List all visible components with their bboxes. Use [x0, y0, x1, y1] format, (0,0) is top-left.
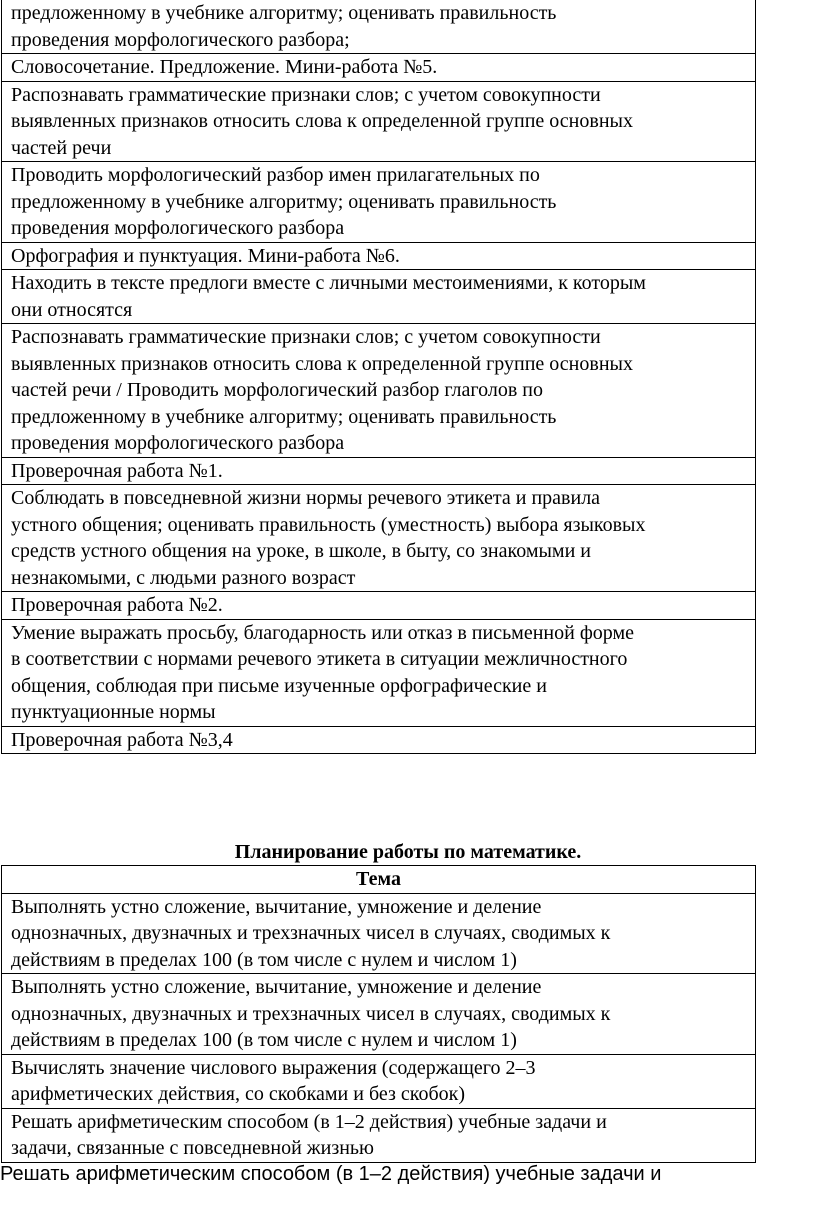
table-cell: Словосочетание. Предложение. Мини-работа №5.: [2, 54, 756, 82]
table-row: [2, 0, 756, 54]
table-row: [2, 485, 756, 592]
trailing-paragraph: Решать арифметическим способом (в 1–2 действия) учебные задачи и: [0, 1163, 662, 1185]
table-cell: Умение выражать просьбу, благодарность или отказ в письменной форме в соответствии с нормами речевого этикета в ситуации межличностного общения, соблюдая при письме изученные орфографические и пунктуационные нормы: [2, 619, 756, 726]
table-row: [2, 324, 756, 458]
column-header-topic: Тема: [2, 866, 756, 894]
table-row: [2, 1054, 756, 1108]
table-row: [2, 619, 756, 726]
table-row: [2, 54, 756, 82]
table-cell: Распознавать грамматические признаки слов; с учетом совокупности выявленных признаков относить слова к определенной группе основных частей речи: [2, 81, 756, 162]
table-cell: Орфография и пунктуация. Мини-работа №6.: [2, 242, 756, 270]
table-row: [2, 242, 756, 270]
table-cell: Проверочная работа №3,4: [2, 726, 756, 754]
table-row: [2, 81, 756, 162]
table-cell: Соблюдать в повседневной жизни нормы речевого этикета и правила устного общения; оценивать правильность (уместность) выбора языковых средств устного общения на уроке, в школе, в быту, со знакомыми и незнакомыми, с людьми разного возраст: [2, 485, 756, 592]
table-cell: Выполнять устно сложение, вычитание, умножение и деление однозначных, двузначных и трехзначных чисел в случаях, сводимых к действиям в пределах 100 (в том числе с нулем и числом 1): [2, 974, 756, 1055]
table-row: [2, 726, 756, 754]
table-cell: Проверочная работа №2.: [2, 592, 756, 620]
section-title: Планирование работы по математике.: [234, 841, 582, 863]
table-row: [2, 592, 756, 620]
table-cell: Проверочная работа №1.: [2, 457, 756, 485]
table-row: [2, 162, 756, 243]
table-row: [2, 1108, 756, 1162]
table-row: [2, 457, 756, 485]
table-row: [2, 893, 756, 974]
math-plan-table: [1, 865, 756, 1163]
table-row: [2, 270, 756, 324]
table-header-row: [2, 866, 756, 894]
table-cell: Распознавать грамматические признаки слов; с учетом совокупности выявленных признаков относить слова к определенной группе основных частей речи / Проводить морфологический разбор глаголов по предложенному в учебнике алгоритму; оценивать правильность проведения морфологического разбора: [2, 324, 756, 458]
table-cell: Решать арифметическим способом (в 1–2 действия) учебные задачи и задачи, связанные с повседневной жизнью: [2, 1108, 756, 1162]
table-cell: Проводить морфологический разбор имен прилагательных по предложенному в учебнике алгоритму; оценивать правильность проведения морфологического разбора: [2, 162, 756, 243]
competency-table: [1, 0, 756, 754]
table-cell: предложенному в учебнике алгоритму; оценивать правильность проведения морфологического разбора;: [2, 0, 756, 54]
table-cell: Выполнять устно сложение, вычитание, умножение и деление однозначных, двузначных и трехзначных чисел в случаях, сводимых к действиям в пределах 100 (в том числе с нулем и числом 1): [2, 893, 756, 974]
table-row: [2, 974, 756, 1055]
table-cell: Вычислять значение числового выражения (содержащего 2–3 арифметических действия, со скобками и без скобок): [2, 1054, 756, 1108]
table-cell: Находить в тексте предлоги вместе с личными местоимениями, к которым они относятся: [2, 270, 756, 324]
